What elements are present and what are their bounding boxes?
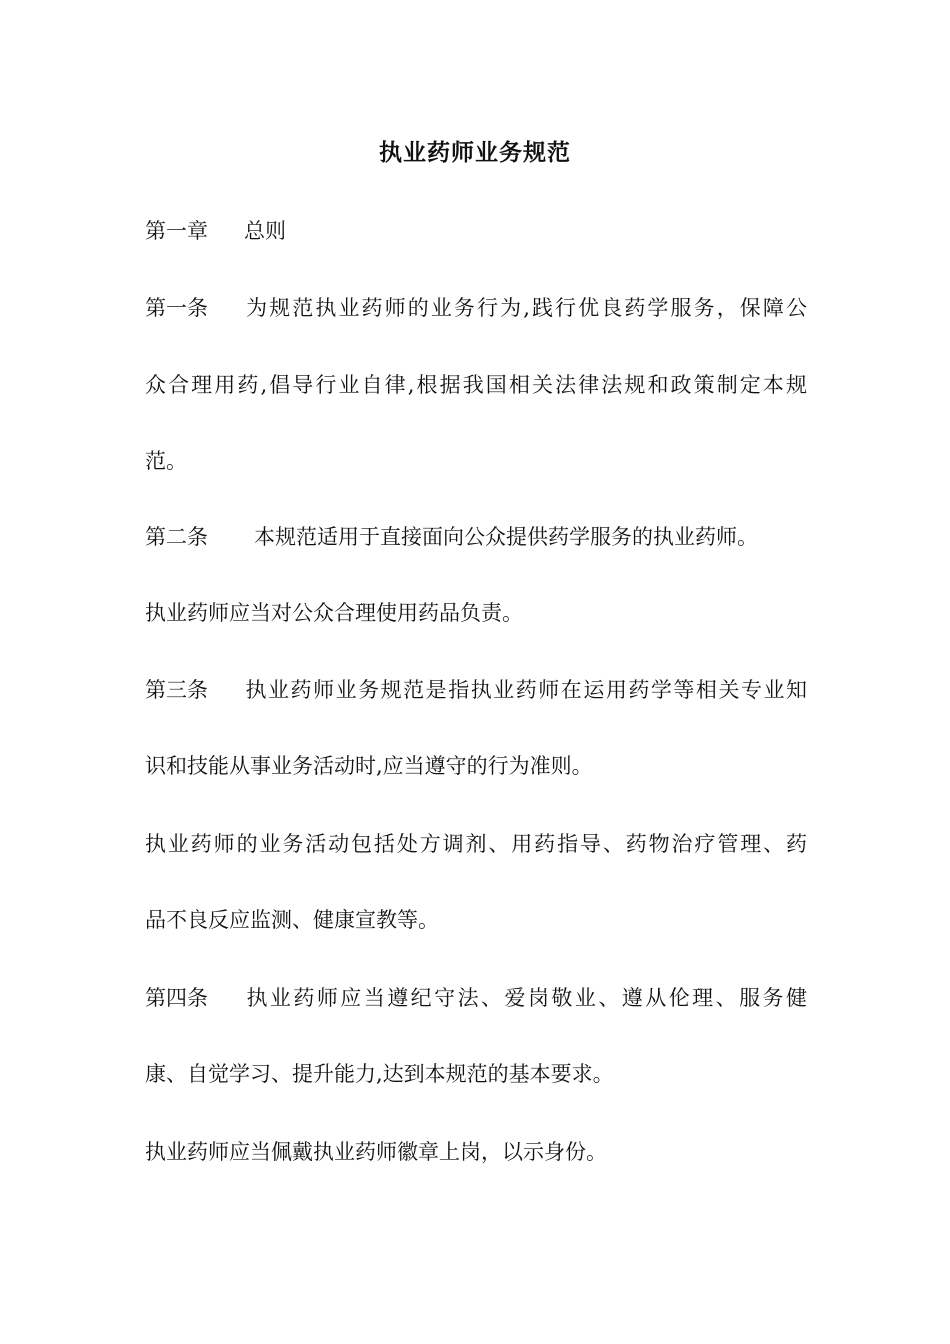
article-1-label: 第一条	[145, 296, 208, 320]
article-3-label: 第三条	[145, 678, 208, 702]
article-4-line-1	[145, 982, 807, 1014]
article-4-line-3: 执业药师应当佩戴执业药师徽章上岗，以示身份。	[145, 1140, 607, 1164]
article-3-line-3: 执业药师的业务活动包括处方调剂、用药指导、药物治疗管理、药	[145, 832, 807, 856]
article-1-text-1: 为规范执业药师的业务行为,践行优良药学服务，保障公	[244, 296, 807, 320]
article-2-label: 第二条	[145, 525, 208, 549]
article-3-line-2: 识和技能从事业务活动时,应当遵守的行为准则。	[145, 754, 593, 778]
article-2-text-1: 本规范适用于直接面向公众提供药学服务的执业药师。	[254, 525, 758, 549]
article-1-line-1	[145, 292, 807, 324]
article-3-line-4: 品不良反应监测、健康宣教等。	[145, 908, 439, 932]
article-3-line-1	[145, 674, 807, 706]
article-4-label: 第四条	[145, 986, 208, 1010]
article-1-line-3: 范。	[145, 449, 187, 473]
chapter-heading	[145, 215, 807, 247]
article-2-line-2: 执业药师应当对公众合理使用药品负责。	[145, 601, 523, 625]
chapter-label: 第一章	[145, 219, 208, 243]
chapter-name: 总则	[244, 219, 286, 243]
article-4-text-1: 执业药师应当遵纪守法、爱岗敬业、遵从伦理、服务健	[244, 986, 807, 1010]
article-3-text-1: 执业药师业务规范是指执业药师在运用药学等相关专业知	[244, 678, 807, 702]
article-4-line-2: 康、自觉学习、提升能力,达到本规范的基本要求。	[145, 1062, 614, 1086]
article-2-line-1	[145, 521, 807, 553]
document-title: 执业药师业务规范	[379, 139, 571, 166]
article-1-line-2: 众合理用药,倡导行业自律,根据我国相关法律法规和政策制定本规	[145, 373, 807, 397]
